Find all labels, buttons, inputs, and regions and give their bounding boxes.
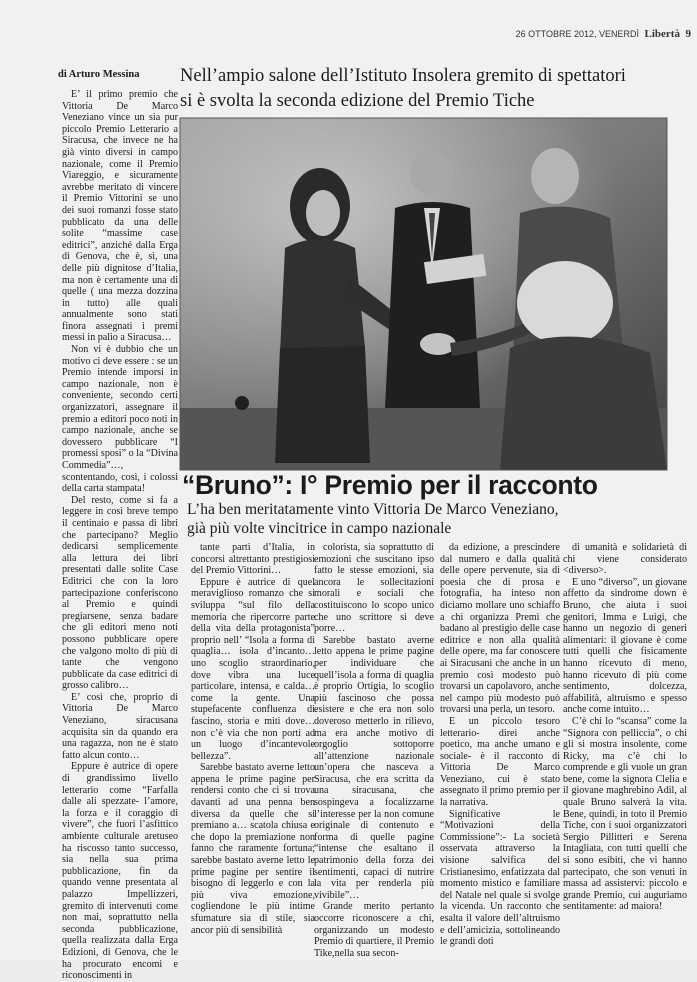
award-photo	[180, 118, 667, 470]
paragraph: E’ il primo premio che Vittoria De Marco Veneziano vince un sia pur piccolo Premio Letterario a Siracusa, che invece ne ha già vinto diversi in campo nazionale, come il Premio Viareggio, e sicuramente avrebbe meritato di vincere il Premio Vittorini se uno dei suoi romanzi fosse stato pubblicato da una delle solite “massime case editrici”, anziché dalla Erga di Genova, che è, sì, una delle più dignitose d’Italia, ma non è certamente una di quelle ( una mezza dozzina in tutto) alle quali annualmente sono stati finora assegnati i premi messi in palio a Siracusa…	[62, 89, 178, 344]
article-column-5	[563, 542, 687, 953]
paragraph: colorista, sia soprattutto di emozioni che suscitano ipso fatto le stesse emozioni, sia ancora le sollecitazioni morali e sociali che costituiscono lo scopo unico che uno scrittore si deve porre…	[314, 542, 434, 635]
paragraph: E uno “diverso”, un giovane affetto da sindrome down è Bruno, che aiuta i suoi genitori, Imma e Luigi, che hanno un negozio di generi alimentari: il giovane è come tutti quelli che fisicamente hanno ricevuto di meno, hanno ricevuto di più come sentimento, dolcezza, affabilità, altruismo e spesso anche come intuito…	[563, 576, 687, 716]
headline-line-1: Nell’ampio salone dell’Istituto Insolera gremito di spettatori	[180, 66, 626, 86]
paragraph: E un piccolo tesoro letterario- direi anche poetico, ma anche umano e sociale- è il racconto di Vittoria De Marco Veneziano, cui è stato assegnato il primo premio per la narrativa.	[440, 715, 560, 809]
paragraph: Sarebbe bastato averne letto appena le prime pagine per rendersi conto che ci si trova davanti ad una penna ben diversa da quelle che si premiano a… scatola chiusa e che dopo la premiazione non fanno che raramente fortuna; sarebbe bastato averne letto le prime pagine per sentire il bisogno di leggerlo e con la più viva emozione, cogliendone le più intime sfumature sia di stile, sia ancor più di sensibilità	[191, 762, 315, 936]
paragraph: Grande merito pertanto occorre riconoscere a chi, organizzando un modesto Premio di quartiere, il Premio Tike,nella sua secon-	[314, 901, 434, 959]
paragraph: E’ così che, proprio di Vittoria De Marco Veneziano, siracusana acquisita sin da quando era una ragazza, non ne è stato fatto alcun conto…	[62, 691, 178, 761]
subtitle-line-1: L’ha ben meritatamente vinto Vittoria De Marco Veneziano,	[187, 501, 559, 518]
subtitle-line-2: già più volte vincitrice in campo nazionale	[187, 520, 452, 537]
headline-line-2: si è svolta la seconda edizione del Premio Tiche	[180, 91, 535, 111]
article-column-2	[191, 542, 315, 953]
masthead-paper-name: Libertà	[644, 28, 680, 40]
paragraph: C’è chi lo “scansa” come la “Signora con pelliccia”, o chi gli si mostra insolente, come Ricky, ma c’è chi lo comprende e gli vuole un gran bene, come la signora Clelia e il giovane maghrebino Adil, al quale Bruno salverà la vita. Bene, quindi, in toto il Premio Tiche, con i suoi organizzatori Sergio Pillitteri e Serena Intagliata, con tutti quelli che si sono esibiti, che vi hanno partecipato, che son venuti in massa ad assistervi: piccolo e grande Premio, cui auguriamo sentitamente: ad maiora!	[563, 715, 687, 913]
article-column-4	[440, 542, 560, 953]
paragraph: tante parti d’Italia, in concorsi altrettanto prestigiosi del Premio Vittorini…	[191, 542, 315, 577]
byline: di Arturo Messina	[58, 69, 140, 80]
paragraph: Significative le “Motivazioni della Commissione”:- La società osservata attraverso la visione salvifica del Cristianesimo, enfatizzata dal momento mistico e familiare del Natale nel quale si svolge la vicenda. Un racconto che esalta il valore dell’altruismo e dell’amicizia, sottolineando le grandi doti	[440, 808, 560, 948]
article-column-1	[62, 89, 178, 982]
paragraph: Eppure è autrice di opere di grandissimo livello letterario come “Farfalla dalle ali spezzate- l’amore, la forza e il coraggio di vivere”, che fuori l’asfittico ambiente culturale aretuseo ha riscosso tanto successo, sia nella sua prima pubblicazione, fin da quando venne presentata al palazzo Impellizzeri, gremito di intervenuti come non mai, soprattutto nella seconda pubblicazione, quella realizzata dalla Erga Edizioni, di Genova, che le ha procurato encomi e riconoscimenti in	[62, 761, 178, 982]
masthead-date: 26 OTTOBRE 2012, VENERDÌ	[515, 29, 640, 39]
masthead-page-number: 9	[685, 28, 691, 40]
paragraph: Non vi è dubbio che un motivo ci deve essere : se un Premio intende imporsi in campo nazionale, non è conveniente, secondo certi organizzatori, assegnare il premio a editori poco noti in campo nazionale, anche se dovessero pubblicare “I promessi sposi” o la “Divina Commedia”…, scontentando, così, i colossi della carta stampata!	[62, 344, 178, 495]
paragraph: Eppure è autrice di quel meraviglioso romanzo che si sviluppa “sul filo della memoria che ripercorre parte della vita della protagonista” proprio nell’ “Isola a forma di quaglia… isola d’incanto… uno scoglio straordinario, dove vibra una luce particolare, intensa, e calda… come la gente. Una stupefacente confluenza di fascino, storia e miti dove… non c’è via che non porti ad un luogo d’incantevole bellezza”.	[191, 576, 315, 762]
paragraph: Sarebbe bastato averne letto appena le prime pagine per individuare che quell’isola a forma di quaglia è proprio Ortigia, lo scoglio più fascinoso che possa esistere e che era non solo doveroso metterlo in rilievo, ma era anche motivo di orgoglio sottoporre all’attenzione nazionale un’opera che nasceva a Siracusa, che era scritta da una siracusana, che sospingeva a focalizzarne l’interesse per la non comune originale di contenuto e forma di quelle pagine “intense che esaltano il patrimonio della forza dei sentimenti, capaci di nutrire la vita per renderla più vivibile”…	[314, 634, 434, 901]
article-title: “Bruno”: I° Premio per il racconto	[182, 470, 598, 500]
masthead	[516, 28, 691, 40]
paragraph: da edizione, a prescindere dal numero e dalla qualità delle opere pervenute, sia di poesia che di prosa e fotografia, ha inteso non diciamo mollare uno schiaffo a chi organizza Premi che badano al prestigio delle case editrice e non alla qualità delle opere, ma far conoscere ai Siracusani che anche in un premio così modesto può trovarsi un capolavoro, anche nel campo più modesto può trovarsi una perla, un tesoro.	[440, 542, 560, 716]
article-subtitle	[187, 500, 687, 538]
paragraph: Del resto, come si fa a leggere in così breve tempo il centinaio e passa di libri che partecipano? Meglio dedicarsi semplicemente alla lettura dei libri presentati dalle solite Case Editrici che con la loro partecipazione conferiscono al Premio e quindi pregiarsene, senza badare che gli editori meno noti possono pubblicare opere che valgono molto di più di tante che vengono pubblicate da case editrici di grosso calibro…	[62, 494, 178, 692]
headline	[180, 64, 690, 114]
paragraph: di umanità e solidarietà di chi viene considerato <diverso>.	[563, 542, 687, 577]
article-column-3	[314, 542, 434, 959]
